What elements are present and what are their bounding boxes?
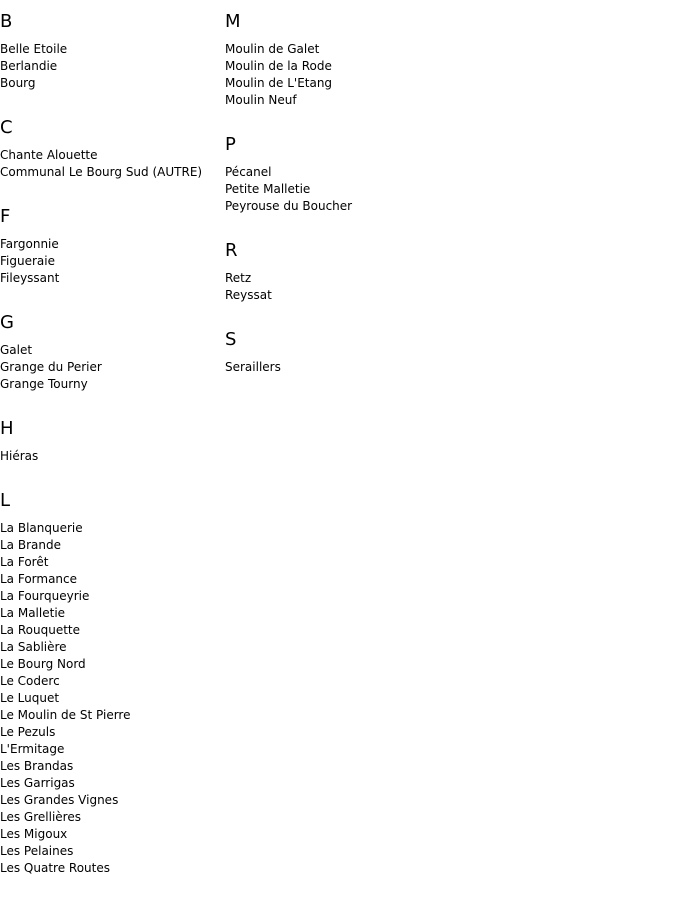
place-list-item[interactable]: Le Bourg Nord xyxy=(0,657,86,671)
place-list-item[interactable]: Berlandie xyxy=(0,59,58,73)
place-list xyxy=(225,164,525,215)
section-letter-heading: L xyxy=(0,490,11,511)
place-list-item[interactable]: La Brande xyxy=(0,538,61,552)
place-list-item[interactable]: Grange Tourny xyxy=(0,377,88,391)
letter-section-r xyxy=(225,240,525,318)
place-list-item[interactable]: Retz xyxy=(225,271,252,285)
place-list xyxy=(0,520,225,877)
place-list-item[interactable]: Le Pezuls xyxy=(0,725,56,739)
place-list-item[interactable]: Grange du Perier xyxy=(0,360,102,374)
place-list xyxy=(225,41,525,109)
section-letter-heading: S xyxy=(225,329,237,350)
place-list-item[interactable]: Pécanel xyxy=(225,165,272,179)
section-spacer xyxy=(0,287,225,301)
place-list-item[interactable]: Le Coderc xyxy=(0,674,60,688)
section-spacer xyxy=(225,376,525,390)
section-letter-heading: H xyxy=(0,418,14,439)
section-letter-heading: P xyxy=(225,134,236,155)
section-spacer xyxy=(0,393,225,407)
place-list-item[interactable]: Les Brandas xyxy=(0,759,74,773)
place-list-item[interactable]: Reyssat xyxy=(225,288,272,302)
section-spacer xyxy=(225,109,525,123)
section-letter-heading: R xyxy=(225,240,238,261)
section-spacer xyxy=(225,215,525,229)
place-list-item[interactable]: Moulin de Galet xyxy=(225,42,320,56)
letter-section-b xyxy=(0,11,225,106)
letter-section-l xyxy=(0,490,225,891)
place-list-item[interactable]: Belle Etoile xyxy=(0,42,68,56)
place-list-item[interactable]: La Rouquette xyxy=(0,623,80,637)
place-list-item[interactable]: Moulin de la Rode xyxy=(225,59,332,73)
section-spacer xyxy=(0,465,225,479)
place-list-item[interactable]: Moulin de L'Etang xyxy=(225,76,333,90)
place-list xyxy=(0,147,225,181)
place-list-item[interactable]: Fargonnie xyxy=(0,237,59,251)
place-list xyxy=(0,448,225,465)
place-list-item[interactable]: Petite Malletie xyxy=(225,182,311,196)
letter-section-m xyxy=(225,11,525,123)
place-list-item[interactable]: Les Garrigas xyxy=(0,776,75,790)
section-letter-heading: C xyxy=(0,117,13,138)
letter-section-f xyxy=(0,206,225,301)
place-list-item[interactable]: Chante Alouette xyxy=(0,148,98,162)
place-list-item[interactable]: La Formance xyxy=(0,572,78,586)
place-list-item[interactable]: Les Grandes Vignes xyxy=(0,793,119,807)
place-list xyxy=(0,236,225,287)
left-column xyxy=(0,0,225,891)
place-list-item[interactable]: L'Ermitage xyxy=(0,742,65,756)
section-letter-heading: F xyxy=(0,206,11,227)
place-list-item[interactable]: La Malletie xyxy=(0,606,66,620)
place-list-item[interactable]: Communal Le Bourg Sud (AUTRE) xyxy=(0,165,203,179)
section-spacer xyxy=(0,877,225,891)
place-list-item[interactable]: Les Quatre Routes xyxy=(0,861,110,875)
right-column xyxy=(225,0,525,390)
place-list-item[interactable]: Les Grellières xyxy=(0,810,81,824)
place-list-item[interactable]: La Blanquerie xyxy=(0,521,83,535)
place-list-item[interactable]: La Fourqueyrie xyxy=(0,589,90,603)
place-list-item[interactable]: Figueraie xyxy=(0,254,55,268)
place-list xyxy=(225,359,525,376)
section-letter-heading: G xyxy=(0,312,14,333)
section-spacer xyxy=(0,181,225,195)
letter-section-s xyxy=(225,329,525,390)
place-list-item[interactable]: Seraillers xyxy=(225,360,281,374)
section-letter-heading: B xyxy=(0,11,13,32)
place-list-item[interactable]: Peyrouse du Boucher xyxy=(225,199,353,213)
place-list-item[interactable]: Hiéras xyxy=(0,449,39,463)
letter-section-g xyxy=(0,312,225,407)
place-list-item[interactable]: Le Luquet xyxy=(0,691,60,705)
place-list-item[interactable]: Moulin Neuf xyxy=(225,93,297,107)
place-list xyxy=(0,342,225,393)
section-spacer xyxy=(225,304,525,318)
place-list-item[interactable]: Les Migoux xyxy=(0,827,68,841)
place-list-item[interactable]: Fileyssant xyxy=(0,271,60,285)
letter-section-h xyxy=(0,418,225,479)
place-list-item[interactable]: Le Moulin de St Pierre xyxy=(0,708,131,722)
place-list xyxy=(225,270,525,304)
place-list-item[interactable]: Galet xyxy=(0,343,33,357)
place-list-item[interactable]: Les Pelaines xyxy=(0,844,74,858)
place-list-item[interactable]: Bourg xyxy=(0,76,36,90)
place-list-item[interactable]: La Forêt xyxy=(0,555,49,569)
letter-section-p xyxy=(225,134,525,229)
section-letter-heading: M xyxy=(225,11,241,32)
letter-section-c xyxy=(0,117,225,195)
place-list xyxy=(0,41,225,92)
place-list-item[interactable]: La Sablière xyxy=(0,640,67,654)
section-spacer xyxy=(0,92,225,106)
